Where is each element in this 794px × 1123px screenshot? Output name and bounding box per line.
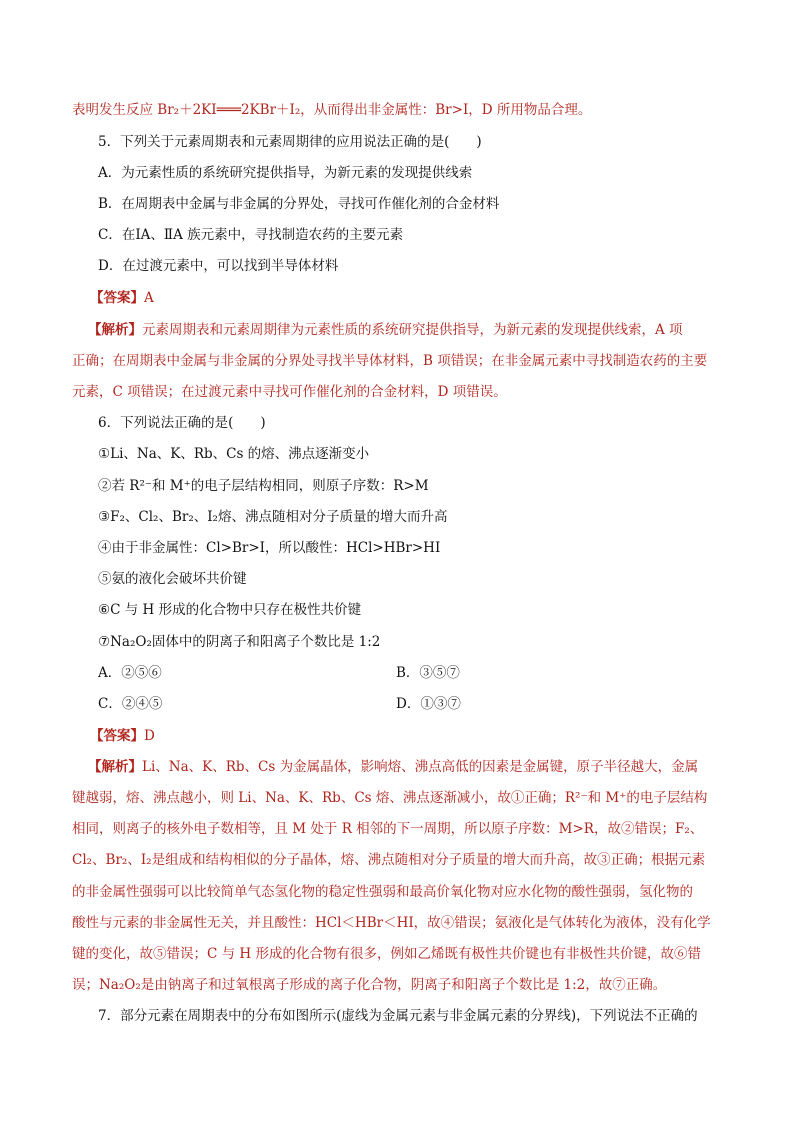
- explanation-6-line-5: 的非金属性强弱可以比较简单气态氢化物的稳定性强弱和最高价氧化物对应水化物的酸性强弱，氢化物的: [72, 884, 693, 900]
- question-6-statement-3: ③F₂、Cl₂、Br₂、I₂熔、沸点随相对分子质量的增大而升高: [98, 509, 448, 525]
- question-6-options-row-2: [98, 694, 732, 714]
- answer-tag: 【答案】: [90, 290, 144, 306]
- question-6-option-b: B．③⑤⑦: [396, 665, 460, 681]
- question-6-stem: 6．下列说法正确的是( ): [98, 415, 266, 431]
- explanation-6-line-4: Cl₂、Br₂、I₂是组成和结构相似的分子晶体，熔、沸点随相对分子质量的增大而升高，故③正确；根据元素: [72, 852, 706, 868]
- question-5-option-d: D．在过渡元素中，可以找到半导体材料: [98, 258, 339, 274]
- question-6-statement-4: ④由于非金属性：Cl>Br>I，所以酸性：HCl>HBr>HI: [98, 540, 441, 556]
- explanation-6-line-7: 键的变化，故⑤错误；C 与 H 形成的化合物有很多，例如乙烯既有极性共价键也有非极性共价键，故⑥错: [72, 946, 701, 962]
- explanation-text: Li、Na、K、Rb、Cs 为金属晶体，影响熔、沸点高低的因素是金属键，原子半径越大，金属: [142, 759, 699, 775]
- explanation-text: 元素周期表和元素周期律为元素性质的系统研究提供指导，为新元素的发现提供线索，A 项: [142, 322, 683, 338]
- question-5-option-b: B．在周期表中金属与非金属的分界处，寻找可作催化剂的合金材料: [98, 196, 500, 212]
- answer-value: D: [144, 728, 155, 744]
- question-6-option-a: A．②⑤⑥: [98, 665, 162, 681]
- explanation-5-line-2: 正确；在周期表中金属与非金属的分界处寻找半导体材料，B 项错误；在非金属元素中寻找制造农药的主要: [72, 353, 708, 369]
- question-6-options-row-1: [98, 663, 732, 683]
- explanation-5-line-1: [88, 320, 748, 340]
- question-6-option-d: D．①③⑦: [396, 696, 461, 712]
- explanation-6-line-8: 误；Na₂O₂是由钠离子和过氧根离子形成的离子化合物，阴离子和阳离子个数比是 1:2，故⑦正确。: [72, 977, 667, 993]
- question-5-option-a: A．为元素性质的系统研究提供指导，为新元素的发现提供线索: [98, 165, 473, 181]
- answer-5: [90, 288, 750, 308]
- answer-tag: 【答案】: [90, 728, 144, 744]
- explanation-5-line-3: 元素，C 项错误；在过渡元素中寻找可作催化剂的合金材料，D 项错误。: [72, 384, 507, 400]
- question-6-statement-2: ②若 R²⁻和 M⁺的电子层结构相同，则原子序数：R>M: [98, 478, 429, 494]
- explanation-6-line-3: 相同，则离子的核外电子数相等，且 M 处于 R 相邻的下一周期，所以原子序数：M>R，故②错误；F₂、: [72, 821, 704, 837]
- prev-explanation-tail: 表明发生反应 Br₂＋2KI═══2KBr＋I₂，从而得出非金属性：Br>I，D 所用物品合理。: [72, 102, 592, 118]
- question-5-stem: 5．下列关于元素周期表和元素周期律的应用说法正确的是( ): [98, 134, 482, 150]
- question-6-statement-1: ①Li、Na、K、Rb、Cs 的熔、沸点逐渐变小: [98, 446, 370, 462]
- question-5-option-c: C．在ⅠA、ⅡA 族元素中，寻找制造农药的主要元素: [98, 227, 404, 243]
- explanation-6-line-1: [88, 757, 748, 777]
- answer-6: [90, 726, 750, 746]
- explanation-tag: 【解析】: [88, 759, 142, 775]
- answer-value: A: [144, 290, 154, 306]
- question-6-statement-6: ⑥C 与 H 形成的化合物中只存在极性共价键: [98, 602, 362, 618]
- explanation-tag: 【解析】: [88, 322, 142, 338]
- question-6-statement-7: ⑦Na₂O₂固体中的阴离子和阳离子个数比是 1:2: [98, 634, 381, 650]
- explanation-6-line-2: 键越弱，熔、沸点越小，则 Li、Na、K、Rb、Cs 熔、沸点逐渐减小，故①正确；R²⁻和 M⁺的电子层结构: [72, 790, 708, 806]
- question-6-option-c: C．②④⑤: [98, 696, 163, 712]
- question-7-stem: 7．部分元素在周期表中的分布如图所示(虚线为金属元素与非金属元素的分界线)，下列说法不正确的: [98, 1008, 698, 1024]
- explanation-6-line-6: 酸性与元素的非金属性无关，并且酸性：HCl＜HBr＜HI，故④错误；氨液化是气体转化为液体，没有化学: [72, 915, 711, 931]
- question-6-statement-5: ⑤氨的液化会破坏共价键: [98, 571, 247, 587]
